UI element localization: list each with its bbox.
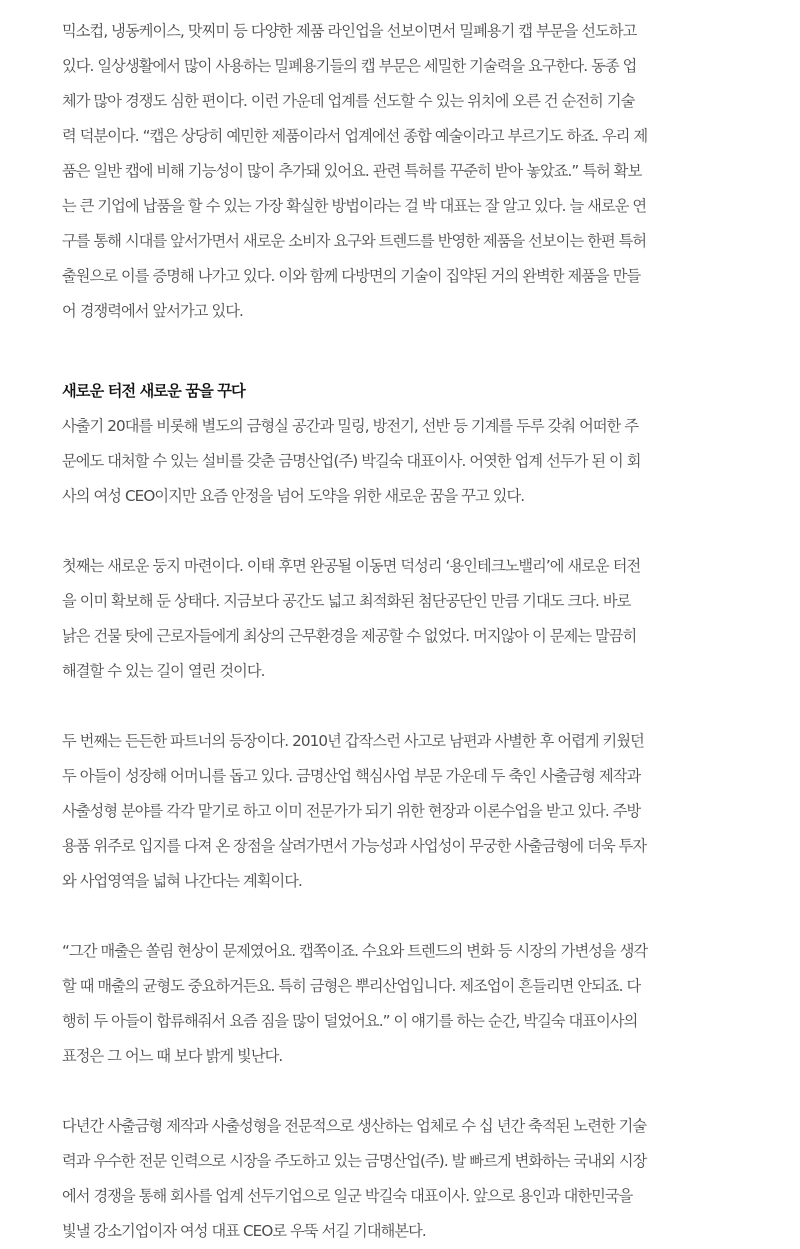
text-line: 어 경쟁력에서 앞서가고 있다. — [62, 302, 243, 320]
paragraph-spacer — [62, 514, 722, 549]
paragraph-spacer — [62, 1074, 722, 1109]
text-line: 구를 통해 시대를 앞서가면서 새로운 소비자 요구와 트렌드를 반영한 제품을 선보이는 한편 특허 — [62, 232, 647, 250]
text-line: 력과 우수한 전문 인력으로 시장을 주도하고 있는 금명산업(주). 발 빠르게 변화하는 국내외 시장 — [62, 1152, 647, 1170]
text-line: 사의 여성 CEO이지만 요즘 안정을 넘어 도약을 위한 새로운 꿈을 꾸고 있다. — [62, 487, 525, 505]
text-line: 할 때 매출의 균형도 중요하거든요. 특히 금형은 뿌리산업입니다. 제조업이 흔들리면 안되죠. 다 — [62, 977, 641, 995]
text-line: 문에도 대처할 수 있는 설비를 갖춘 금명산업(주) 박길숙 대표이사. 어엿한 업계 선두가 된 이 회 — [62, 452, 641, 470]
text-line: 는 큰 기업에 납품을 할 수 있는 가장 확실한 방법이라는 걸 박 대표는 잘 알고 있다. 늘 새로운 연 — [62, 197, 647, 215]
text-line: “그간 매출은 쏠림 현상이 문제였어요. 캡쪽이죠. 수요와 트렌드의 변화 등 시장의 가변성을 생각 — [62, 942, 648, 960]
section-heading: 새로운 터전 새로운 꿈을 꾸다 — [62, 382, 245, 400]
text-line: 두 번째는 든든한 파트너의 등장이다. 2010년 갑작스런 사고로 남편과 사별한 후 어렵게 키웠던 — [62, 732, 644, 750]
text-line: 빛낼 강소기업이자 여성 대표 CEO로 우뚝 서길 기대해본다. — [62, 1222, 426, 1240]
text-line: 두 아들이 성장해 어머니를 돕고 있다. 금명산업 핵심사업 부문 가운데 두 축인 사출금형 제작과 — [62, 767, 641, 785]
quote-paragraph — [62, 934, 722, 1074]
text-line: 와 사업영역을 넓혀 나간다는 계획이다. — [62, 872, 302, 890]
first-point-paragraph — [62, 549, 722, 689]
text-line: 체가 많아 경쟁도 심한 편이다. 이런 가운데 업계를 선도할 수 있는 위치에 오른 건 순전히 기술 — [62, 92, 635, 110]
text-line: 해결할 수 있는 길이 열린 것이다. — [62, 662, 265, 680]
text-line: 표정은 그 어느 때 보다 밝게 빛난다. — [62, 1047, 283, 1065]
section-spacer — [62, 329, 722, 374]
text-line: 을 이미 확보해 둔 상태다. 지금보다 공간도 넓고 최적화된 첨단공단인 만큼 기대도 크다. 바로 — [62, 592, 631, 610]
second-point-paragraph — [62, 724, 722, 899]
text-line: 사출성형 분야를 각각 맡기로 하고 이미 전문가가 되기 위한 현장과 이론수업을 받고 있다. 주방 — [62, 802, 641, 820]
paragraph-spacer — [62, 689, 722, 724]
text-line: 다년간 사출금형 제작과 사출성형을 전문적으로 생산하는 업체로 수 십 년간 축적된 노련한 기술 — [62, 1117, 647, 1135]
text-line: 낡은 건물 탓에 근로자들에게 최상의 근무환경을 제공할 수 없었다. 머지않아 이 문제는 말끔히 — [62, 627, 637, 645]
article-body — [62, 14, 722, 1249]
text-line: 첫째는 새로운 둥지 마련이다. 이태 후면 완공될 이동면 덕성리 ‘용인테크노밸리’에 새로운 터전 — [62, 557, 641, 575]
text-line: 행히 두 아들이 합류해줘서 요즘 짐을 많이 덜었어요.” 이 얘기를 하는 순간, 박길숙 대표이사의 — [62, 1012, 638, 1030]
text-line: 용품 위주로 입지를 다져 온 장점을 살려가면서 가능성과 사업성이 무궁한 사출금형에 더욱 투자 — [62, 837, 647, 855]
closing-paragraph — [62, 1109, 722, 1249]
text-line: 출원으로 이를 증명해 나가고 있다. 이와 함께 다방면의 기술이 집약된 거의 완벽한 제품을 만들 — [62, 267, 641, 285]
text-line: 있다. 일상생활에서 많이 사용하는 밀폐용기들의 캡 부문은 세밀한 기술력을 요구한다. 동종 업 — [62, 57, 637, 75]
text-line: 믹소컵, 냉동케이스, 맛찌미 등 다양한 제품 라인업을 선보이면서 밀폐용기 캡 부문을 선도하고 — [62, 22, 637, 40]
intro-paragraph — [62, 14, 722, 329]
text-line: 력 덕분이다. “캡은 상당히 예민한 제품이라서 업계에선 종합 예술이라고 부르기도 하죠. 우리 제 — [62, 127, 648, 145]
paragraph-spacer — [62, 899, 722, 934]
text-line: 품은 일반 캡에 비해 기능성이 많이 추가돼 있어요. 관련 특허를 꾸준히 받아 놓았죠.” 특허 확보 — [62, 162, 642, 180]
section-intro-paragraph — [62, 409, 722, 514]
text-line: 사출기 20대를 비롯해 별도의 금형실 공간과 밀링, 방전기, 선반 등 기계를 두루 갖춰 어떠한 주 — [62, 417, 639, 435]
text-line: 에서 경쟁을 통해 회사를 업계 선두기업으로 일군 박길숙 대표이사. 앞으로 용인과 대한민국을 — [62, 1187, 633, 1205]
